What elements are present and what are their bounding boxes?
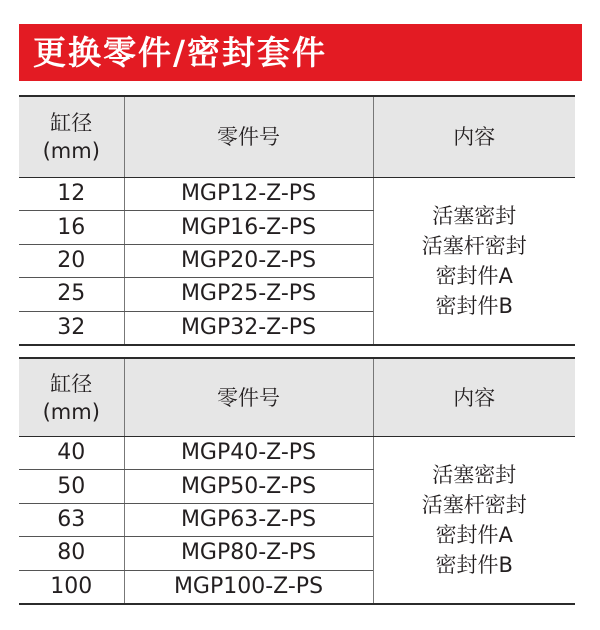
bore-size-cell: 80 [19, 537, 124, 570]
part-number-cell: MGP40-Z-PS [124, 437, 373, 470]
page-title: 更换零件/密封套件 [19, 24, 582, 81]
bore-size-header-unit: (mm) [42, 399, 100, 424]
part-number-header: 零件号 [124, 96, 373, 178]
table-header-row [19, 358, 575, 437]
part-number-cell: MGP25-Z-PS [124, 278, 373, 311]
contents-item: 密封件A [435, 522, 513, 547]
contents-item: 密封件B [435, 552, 513, 577]
bore-size-cell: 25 [19, 278, 124, 311]
bore-size-cell: 16 [19, 211, 124, 244]
part-number-cell: MGP32-Z-PS [124, 311, 373, 345]
seal-kit-table-1 [19, 95, 575, 346]
part-number-cell: MGP50-Z-PS [124, 470, 373, 503]
bore-size-header-label: 缸径 [50, 371, 93, 396]
contents-header: 内容 [373, 358, 575, 437]
table-header-row [19, 96, 575, 178]
contents-item: 密封件A [435, 263, 513, 288]
bore-size-header-label: 缸径 [50, 111, 93, 135]
contents-item: 活塞密封 [432, 203, 517, 228]
part-number-cell: MGP16-Z-PS [124, 211, 373, 244]
part-number-cell: MGP100-Z-PS [124, 570, 373, 604]
contents-cell [373, 178, 575, 345]
contents-item: 活塞密封 [432, 462, 517, 487]
bore-size-header-unit: (mm) [42, 139, 100, 163]
part-number-cell: MGP20-Z-PS [124, 244, 373, 277]
part-number-header: 零件号 [124, 358, 373, 437]
seal-kit-table-2 [19, 357, 575, 605]
contents-item: 活塞杆密封 [421, 492, 527, 517]
contents-item: 密封件B [435, 293, 513, 318]
contents-header: 内容 [373, 96, 575, 178]
contents-cell [373, 437, 575, 604]
contents-item: 活塞杆密封 [421, 233, 527, 258]
bore-size-header [19, 96, 124, 178]
table-row [19, 178, 575, 211]
bore-size-cell: 50 [19, 470, 124, 503]
bore-size-cell: 100 [19, 570, 124, 604]
bore-size-cell: 32 [19, 311, 124, 345]
bore-size-cell: 12 [19, 178, 124, 211]
part-number-cell: MGP63-Z-PS [124, 503, 373, 536]
bore-size-cell: 40 [19, 437, 124, 470]
bore-size-cell: 20 [19, 244, 124, 277]
part-number-cell: MGP12-Z-PS [124, 178, 373, 211]
part-number-cell: MGP80-Z-PS [124, 537, 373, 570]
bore-size-cell: 63 [19, 503, 124, 536]
bore-size-header [19, 358, 124, 437]
table-row [19, 437, 575, 470]
